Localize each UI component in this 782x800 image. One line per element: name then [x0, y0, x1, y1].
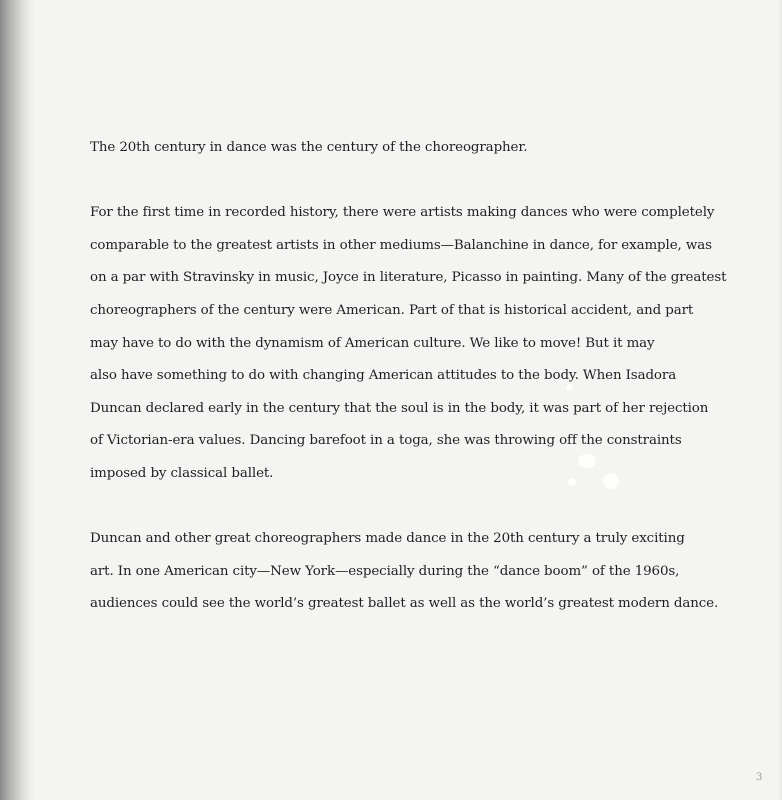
text-line: art. In one American city—New York—especially during the “dance boom” of the 1960s,: [90, 563, 680, 579]
paragraph-gap: [90, 165, 730, 198]
binding-gutter-shadow: [0, 0, 34, 800]
paragraph-1: [90, 132, 730, 165]
text-line: comparable to the greatest artists in other mediums—Balanchine in dance, for example, was: [90, 237, 712, 253]
paragraph-3: [90, 523, 730, 621]
text-line: imposed by classical ballet.: [90, 465, 274, 481]
text-line: audiences could see the world’s greatest ballet as well as the world’s greatest modern dance.: [90, 596, 719, 612]
text-line: on a par with Stravinsky in music, Joyce in literature, Picasso in painting. Many of the greatest: [90, 270, 727, 286]
text-line: also have something to do with changing American attitudes to the body. When Isadora: [90, 368, 677, 384]
page-edge: [778, 0, 782, 800]
text-line: of Victorian-era values. Dancing barefoot in a toga, she was throwing off the constraints: [90, 433, 682, 449]
page-number: 3: [756, 772, 763, 783]
paragraph-gap: [90, 491, 730, 524]
text-line: Duncan and other great choreographers made dance in the 20th century a truly exciting: [90, 531, 685, 547]
text-line: choreographers of the century were American. Part of that is historical accident, and part: [90, 302, 694, 318]
text-line: For the first time in recorded history, there were artists making dances who were completely: [90, 205, 715, 221]
text-line: The 20th century in dance was the century of the choreographer.: [90, 140, 528, 155]
body-text: [90, 132, 730, 621]
paragraph-2: [90, 197, 730, 490]
text-line: Duncan declared early in the century that the soul is in the body, it was part of her rejection: [90, 400, 709, 416]
text-line: may have to do with the dynamism of American culture. We like to move! But it may: [90, 335, 655, 351]
